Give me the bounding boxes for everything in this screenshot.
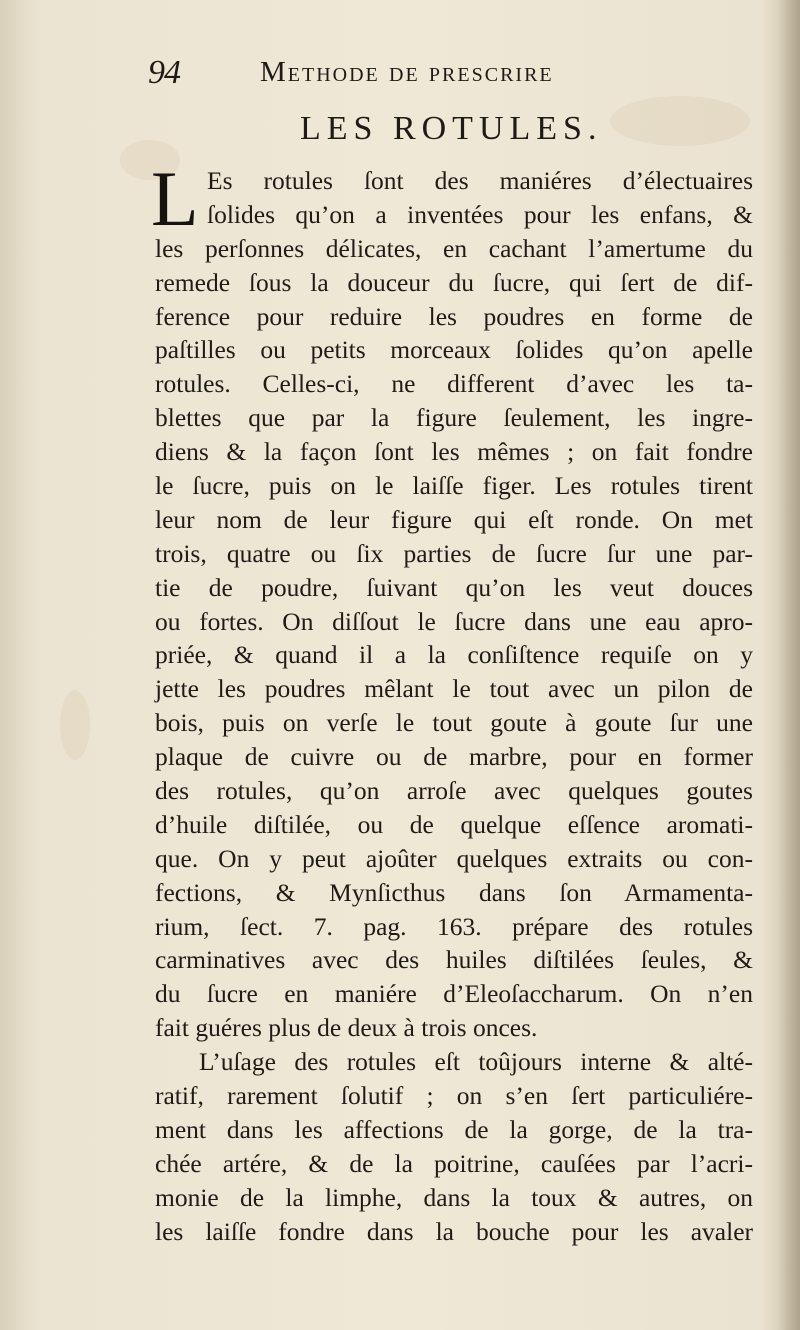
text-line: priée, & quand il a la conſiſtence requiſe on y [155, 640, 753, 670]
text-line: les perſonnes délicates, en cachant l’amertume du [155, 233, 753, 263]
text-line: Es rotules ſont des maniéres d’électuaires [207, 166, 753, 195]
text-line: remede ſous la douceur du ſucre, qui ſert de dif- [155, 267, 753, 297]
text-line: paſtilles ou petits morceaux ſolides qu’on apelle [155, 335, 753, 365]
text-line: d’huile diſtilée, ou de quelque eſſence aromati- [155, 809, 753, 839]
text-line: L’uſage des rotules eſt toûjours interne & alté- [199, 1047, 753, 1077]
text-line: monie de la limphe, dans la toux & autres, on [155, 1182, 753, 1212]
text-line: tie de poudre, ſuivant qu’on les veut douces [155, 572, 753, 602]
text-line: leur nom de leur figure qui eſt ronde. On met [155, 504, 753, 534]
running-title: Methode de prescrire [260, 56, 554, 88]
page-edge-shadow [778, 0, 800, 1330]
text-line: chée artére, & de la poitrine, cauſées par l’acri- [155, 1148, 753, 1178]
text-line: ou fortes. On diſſout le ſucre dans une eau apro- [155, 606, 753, 636]
page-number: 94 [148, 54, 180, 91]
drop-cap: L [151, 155, 199, 242]
running-head [148, 54, 668, 102]
text-line: ſolides qu’on a inventées pour les enfans, & [207, 199, 753, 229]
text-line: plaque de cuivre ou de marbre, pour en former [155, 742, 753, 772]
text-line: des rotules, qu’on arroſe avec quelques goutes [155, 776, 753, 806]
text-line: rotules. Celles-ci, ne different d’avec les ta- [155, 369, 753, 399]
text-line: jette les poudres mêlant le tout avec un pilon de [155, 674, 753, 704]
text-line: blettes que par la figure ſeulement, les ingre- [155, 403, 753, 433]
body-text [151, 155, 753, 1249]
text-line: trois, quatre ou ſix parties de ſucre ſur une par- [155, 538, 753, 568]
text-line: que. On y peut ajoûter quelques extraits ou con- [155, 843, 753, 873]
text-line: ment dans les affections de la gorge, de la tra- [155, 1114, 753, 1144]
text-line: ference pour reduire les poudres en forme de [155, 301, 753, 331]
text-line: rium, ſect. 7. pag. 163. prépare des rotules [155, 911, 753, 941]
text-line: ratif, rarement ſolutif ; on s’en ſert particuliére- [155, 1081, 753, 1111]
paper-stain [60, 690, 90, 760]
text-line: du ſucre en maniére d’Eleoſaccharum. On n’en [155, 979, 753, 1009]
paper-stain [610, 96, 750, 146]
text-line: le ſucre, puis on le laiſſe figer. Les rotules tirent [155, 471, 753, 501]
text-line: fait guéres plus de deux à trois onces. [155, 1013, 538, 1043]
text-line: les laiſſe fondre dans la bouche pour les avaler [155, 1216, 753, 1246]
text-line: diens & la façon ſont les mêmes ; on fait fondre [155, 437, 753, 467]
text-line: fections, & Mynſicthus dans ſon Armamenta- [155, 877, 753, 907]
section-title: LES ROTULES. [300, 110, 603, 147]
text-line: carminatives avec des huiles diſtilées ſeules, & [155, 945, 753, 975]
text-line: bois, puis on verſe le tout goute à goute ſur une [155, 708, 753, 738]
